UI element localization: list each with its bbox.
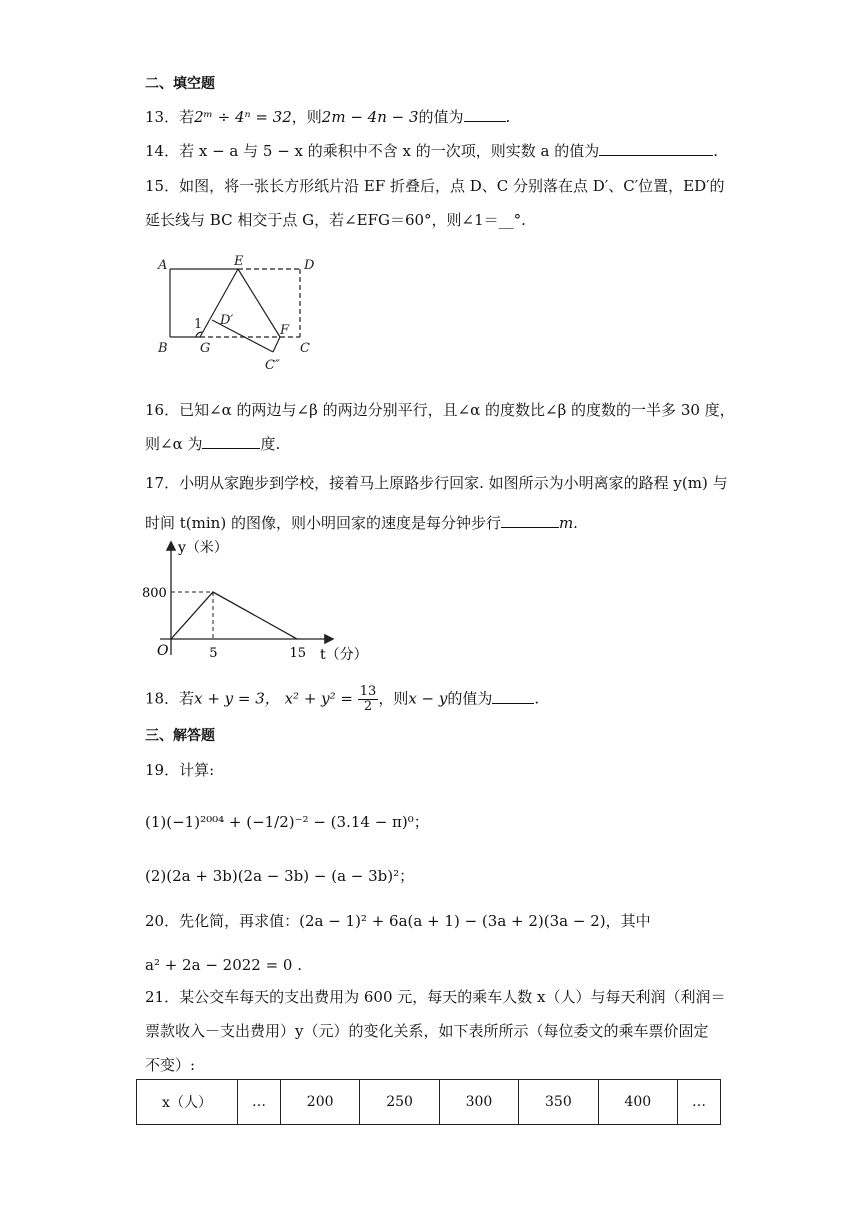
question-21-line2: 票款收入－支出费用）y（元）的变化关系，如下表所所示（每位委文的乘车票价固定 xyxy=(145,1022,709,1040)
q18-expression: x − y xyxy=(408,689,448,708)
table-cell: 400 xyxy=(598,1080,677,1125)
question-17-line2 xyxy=(145,513,578,533)
origin-label: O xyxy=(157,643,169,659)
section-title-solutions: 三、解答题 xyxy=(145,728,215,744)
q18-fraction xyxy=(358,685,379,714)
table-cell: … xyxy=(677,1080,720,1125)
question-19 xyxy=(145,760,214,780)
edge-EF xyxy=(238,269,280,337)
section-title-fill-blank: 二、填空题 xyxy=(145,76,215,92)
q19-part-1: (1)(−1)²⁰⁰⁴ + (−1/2)⁻² − (3.14 − π)⁰； xyxy=(145,813,429,831)
question-13 xyxy=(145,107,510,127)
fold-rectangle-figure xyxy=(150,250,330,375)
q20-text-line1: 先化简，再求值：(2a − 1)² + 6a(a + 1) − (3a + 2)(3a − 2)，其中 xyxy=(179,912,651,930)
question-14 xyxy=(145,141,718,161)
q17-unit: m. xyxy=(558,514,578,532)
q15-text-line1: 如图，将一张长方形纸片沿 EF 折叠后，点 D、C 分别落在点 D′、C′位置，ED′的 xyxy=(179,177,725,195)
q14-answer-blank[interactable] xyxy=(599,141,713,156)
label-Dprime: D′ xyxy=(220,313,234,328)
q21-number: 21． xyxy=(145,988,180,1006)
q17-text-line2: 时间 t(min) 的图像，则小明回家的速度是每分钟步行 xyxy=(145,514,501,532)
q16-text-line1: 已知∠α 的两边与∠β 的两边分别平行，且∠α 的度数比∠β 的度数的一半多 30 度， xyxy=(179,401,735,419)
q16-answer-blank[interactable] xyxy=(202,434,260,449)
distance-time-chart xyxy=(140,535,380,667)
q17-answer-blank[interactable] xyxy=(501,513,559,528)
label-A: A xyxy=(158,258,168,273)
question-20-line2: a² + 2a − 2022 = 0 . xyxy=(145,956,303,974)
q14-number: 14． xyxy=(145,142,180,160)
q18-condition-2: x² + y² = xyxy=(284,689,353,708)
question-15-line2: 延长线与 BC 相交于点 G，若∠EFG＝60°，则∠1＝__°. xyxy=(145,211,526,229)
q19-part-2: (2)(2a + 3b)(2a − 3b) − (a − 3b)²； xyxy=(145,867,415,885)
table-header-cell: x（人） xyxy=(137,1080,238,1125)
q20-number: 20． xyxy=(145,912,180,930)
x-tick-label: 5 xyxy=(209,646,218,661)
q18-fraction-num: 13 xyxy=(359,684,377,699)
q13-end: . xyxy=(505,108,511,126)
table-cell: … xyxy=(238,1080,281,1125)
passenger-profit-table xyxy=(136,1079,721,1125)
q18-fraction-den: 2 xyxy=(363,699,373,714)
table-cell: 350 xyxy=(519,1080,598,1125)
q17-text-line1: 小明从家跑步到学校，接着马上原路步行回家. 如图所示为小明离家的路程 y(m) 与 xyxy=(179,474,728,492)
q16-number: 16． xyxy=(145,401,180,419)
label-G: G xyxy=(200,341,211,356)
q19-number: 19． xyxy=(145,761,180,779)
q15-number: 15． xyxy=(145,177,180,195)
q13-expression: 2m − 4n − 3 xyxy=(321,108,419,126)
q13-number: 13． xyxy=(145,108,180,126)
table-row xyxy=(137,1080,721,1125)
x-axis-label: t（分） xyxy=(320,647,368,663)
question-21-line3: 不变）: xyxy=(145,1056,196,1074)
q13-text-post: 的值为 xyxy=(418,108,464,126)
question-20-line1 xyxy=(145,911,651,931)
q21-text-line1: 某公交车每天的支出费用为 600 元，每天的乘车人数 x（人）与每天利润（利润＝ xyxy=(179,988,726,1006)
edge-FCp xyxy=(273,337,280,352)
q18-end: . xyxy=(534,689,540,708)
q16-unit: 度. xyxy=(260,435,281,453)
x-tick-label: 15 xyxy=(289,646,307,661)
q18-text-post: 的值为 xyxy=(447,689,493,708)
question-18 xyxy=(145,685,539,714)
q18-text: 若 xyxy=(179,689,195,708)
y-axis-label: y（米） xyxy=(178,540,228,556)
question-16-line2 xyxy=(145,434,280,454)
q13-text-mid: ，则 xyxy=(291,108,322,126)
q17-number: 17． xyxy=(145,474,180,492)
q14-text: 若 x − a 与 5 − x 的乘积中不含 x 的一次项，则实数 a 的值为 xyxy=(179,142,600,160)
label-Cprime: C″ xyxy=(265,358,280,373)
q19-text: 计算: xyxy=(179,761,215,779)
q16-text-line2: 则∠α 为 xyxy=(145,435,203,453)
q13-text: 若 xyxy=(179,108,195,126)
distance-series-line xyxy=(171,592,297,639)
y-tick-label: 800 xyxy=(142,586,167,601)
label-angle-1: 1 xyxy=(194,317,203,332)
q18-condition-1: x + y = 3， xyxy=(194,689,280,708)
q18-number: 18． xyxy=(145,689,180,708)
table-cell: 200 xyxy=(280,1080,359,1125)
question-17-line1 xyxy=(145,473,728,493)
q13-condition: 2ᵐ ÷ 4ⁿ = 32 xyxy=(194,108,292,126)
label-F: F xyxy=(280,323,290,338)
table-cell: 250 xyxy=(360,1080,439,1125)
label-C: C xyxy=(300,341,310,356)
label-B: B xyxy=(158,341,168,356)
table-cell: 300 xyxy=(439,1080,518,1125)
q18-text-mid: ，则 xyxy=(378,689,409,708)
question-21-line1 xyxy=(145,987,726,1007)
question-15-line1 xyxy=(145,176,725,196)
q13-answer-blank[interactable] xyxy=(464,107,506,122)
q18-answer-blank[interactable] xyxy=(492,689,534,704)
q14-end: . xyxy=(713,142,719,160)
question-16-line1 xyxy=(145,400,735,420)
label-D: D xyxy=(304,258,315,273)
label-E: E xyxy=(234,254,244,269)
